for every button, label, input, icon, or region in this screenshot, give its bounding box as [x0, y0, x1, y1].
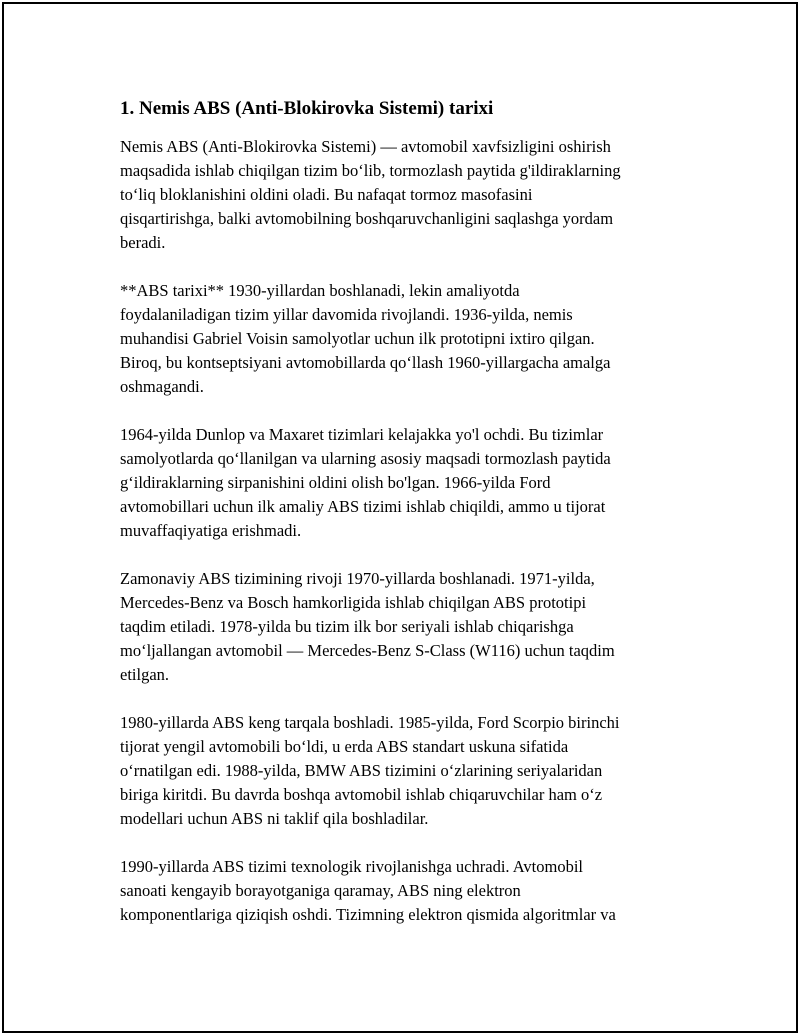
- text-line: 1964-yilda Dunlop va Maxaret tizimlari kelajakka yo'l ochdi. Bu tizimlar: [120, 425, 604, 444]
- document-page: [2, 2, 798, 1033]
- text-line: o‘rnatilgan edi. 1988-yilda, BMW ABS tizimini o‘zlarining seriyalaridan: [120, 761, 603, 780]
- paragraph-1970s: [120, 567, 690, 687]
- text-line: Mercedes-Benz va Bosch hamkorligida ishlab chiqilgan ABS prototipi: [120, 593, 587, 612]
- text-line: avtomobillari uchun ilk amaliy ABS tizimi ishlab chiqildi, ammo u tijorat: [120, 497, 606, 516]
- text-line: maqsadida ishlab chiqilgan tizim bo‘lib, tormozlash paytida g'ildiraklarning: [120, 161, 621, 180]
- text-line: samolyotlarda qo‘llanilgan va ularning asosiy maqsadi tormozlash paytida: [120, 449, 611, 468]
- text-line: komponentlariga qiziqish oshdi. Tizimning elektron qismida algoritmlar va: [120, 905, 616, 924]
- paragraph-1964: [120, 423, 690, 543]
- text-line: Nemis ABS (Anti-Blokirovka Sistemi) — avtomobil xavfsizligini oshirish: [120, 137, 611, 156]
- document-title: 1. Nemis ABS (Anti-Blokirovka Sistemi) tarixi: [120, 98, 494, 119]
- text-line: 1980-yillarda ABS keng tarqala boshladi. 1985-yilda, Ford Scorpio birinchi: [120, 713, 620, 732]
- text-line: etilgan.: [120, 665, 170, 684]
- text-line: oshmagandi.: [120, 377, 204, 396]
- paragraph-history: [120, 279, 690, 399]
- text-line: **ABS tarixi** 1930-yillardan boshlanadi, lekin amaliyotda: [120, 281, 520, 300]
- text-line: qisqartirishga, balki avtomobilning boshqaruvchanligini saqlashga yordam: [120, 209, 614, 228]
- text-line: taqdim etiladi. 1978-yilda bu tizim ilk bor seriyali ishlab chiqarishga: [120, 617, 574, 636]
- text-line: foydalaniladigan tizim yillar davomida rivojlandi. 1936-yilda, nemis: [120, 305, 573, 324]
- text-line: to‘liq bloklanishini oldini oladi. Bu nafaqat tormoz masofasini: [120, 185, 533, 204]
- text-line: muhandisi Gabriel Voisin samolyotlar uchun ilk prototipni ixtiro qilgan.: [120, 329, 595, 348]
- text-line: tijorat yengil avtomobili bo‘ldi, u erda ABS standart uskuna sifatida: [120, 737, 569, 756]
- text-line: mo‘ljallangan avtomobil — Mercedes-Benz S-Class (W116) uchun taqdim: [120, 641, 615, 660]
- text-line: biriga kiritdi. Bu davrda boshqa avtomobil ishlab chiqaruvchilar ham o‘z: [120, 785, 603, 804]
- text-line: modellari uchun ABS ni taklif qila boshladilar.: [120, 809, 429, 828]
- text-line: sanoati kengayib borayotganiga qaramay, ABS ning elektron: [120, 881, 521, 900]
- paragraph-intro: [120, 135, 690, 255]
- text-line: g‘ildiraklarning sirpanishini oldini olish bo'lgan. 1966-yilda Ford: [120, 473, 551, 492]
- text-line: beradi.: [120, 233, 166, 252]
- text-line: 1990-yillarda ABS tizimi texnologik rivojlanishga uchradi. Avtomobil: [120, 857, 584, 876]
- text-line: muvaffaqiyatiga erishmadi.: [120, 521, 302, 540]
- document-body: [120, 97, 690, 951]
- text-line: Biroq, bu kontseptsiyani avtomobillarda qo‘llash 1960-yillargacha amalga: [120, 353, 611, 372]
- text-line: Zamonaviy ABS tizimining rivoji 1970-yillarda boshlanadi. 1971-yilda,: [120, 569, 595, 588]
- paragraph-1990s: [120, 855, 690, 927]
- paragraph-1980s: [120, 711, 690, 831]
